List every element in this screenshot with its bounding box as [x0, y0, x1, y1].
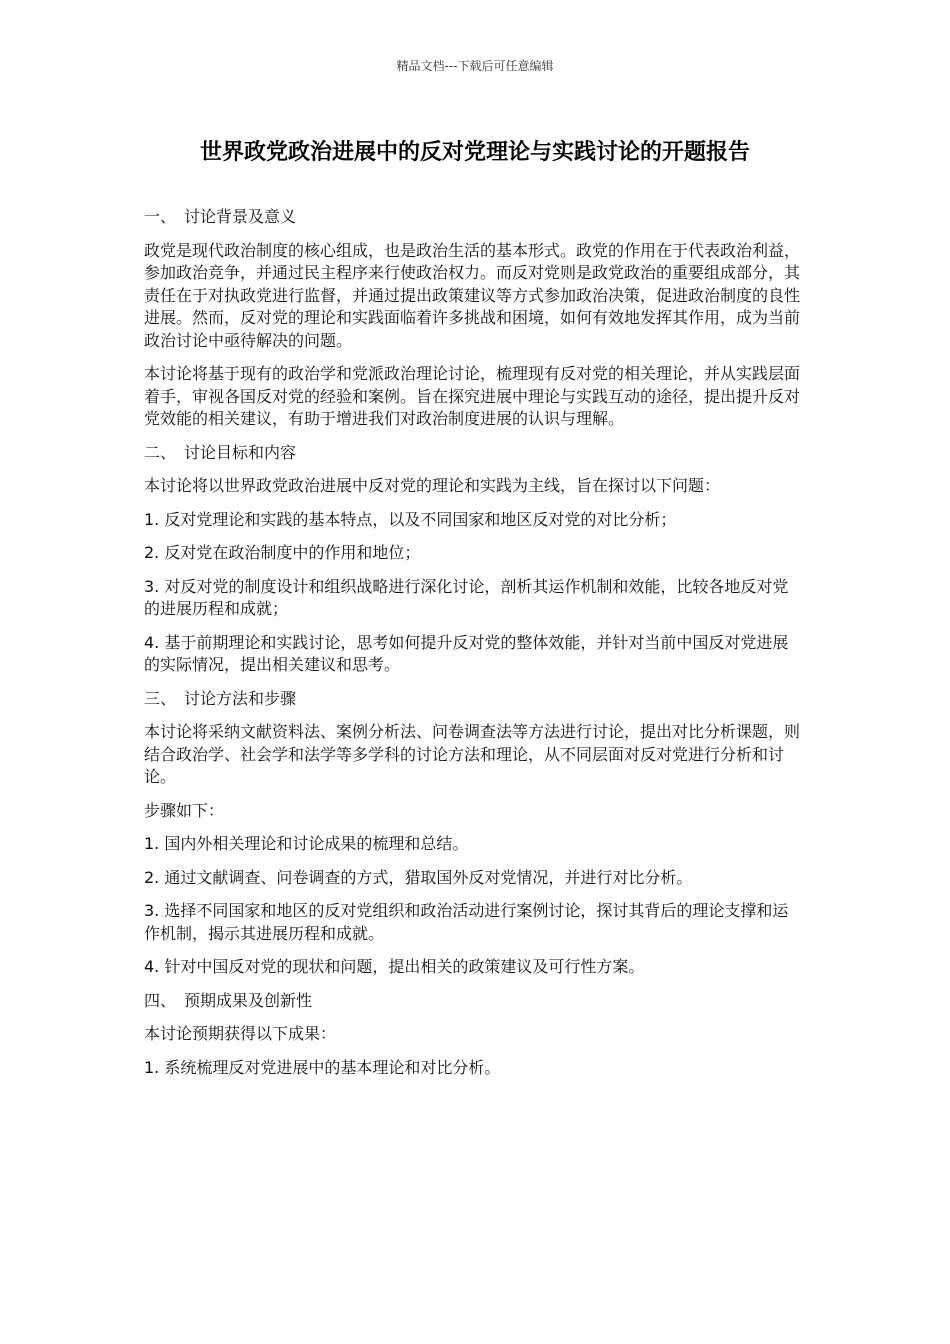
section-title: 预期成果及创新性 — [184, 990, 313, 1010]
list-item: 1. 反对党理论和实践的基本特点，以及不同国家和地区反对党的对比分析； — [144, 509, 677, 529]
section-number: 四、 — [144, 990, 177, 1010]
section-heading-methods — [144, 688, 804, 711]
paragraph: 本讨论将采纳文献资料法、案例分析法、问卷调查法等方法进行讨论，提出对比分析课题，则结合政治学、社会学和法学等多学科的讨论方法和理论，从不同层面对反对党进行分析和讨论。 — [144, 722, 801, 786]
list-item: 4. 针对中国反对党的现状和问题，提出相关的政策建议及可行性方案。 — [144, 957, 645, 976]
header-note: 精品文档---下载后可任意编辑 — [396, 59, 554, 73]
list-item: 1. 系统梳理反对党进展中的基本理论和对比分析。 — [144, 1057, 501, 1077]
paragraph: 本讨论预期获得以下成果： — [144, 1024, 337, 1043]
list-item: 3. 对反对党的制度设计和组织战略进行深化讨论，剖析其运作机制和效能，比较各地反对党的进展历程和成就； — [144, 576, 789, 618]
list-item: 1. 国内外相关理论和讨论成果的梳理和总结。 — [144, 834, 469, 853]
section-heading-background — [144, 206, 804, 229]
paragraph: 政党是现代政治制度的核心组成，也是政治生活的基本形式。政党的作用在于代表政治利益，参加政治竞争，并通过民主程序来行使政治权力。而反对党则是政党政治的重要组成部分，其责任在于对执政党进行监督，并通过提出政策建议等方式参加政治决策，促进政治制度的良性进展。然而，反对党的理论和实践面临着许多挑战和困境，如何有效地发挥其作用，成为当前政治讨论中亟待解决的问题。 — [144, 240, 801, 350]
paragraph: 步骤如下： — [144, 800, 225, 820]
section-number: 一、 — [144, 207, 177, 226]
section-number: 二、 — [144, 442, 177, 462]
document-title: 世界政党政治进展中的反对党理论与实践讨论的开题报告 — [199, 140, 750, 165]
section-heading-outcomes — [144, 990, 804, 1013]
section-heading-goals — [144, 442, 804, 465]
section-title: 讨论背景及意义 — [184, 207, 297, 226]
paragraph: 本讨论将基于现有的政治学和党派政治理论讨论，梳理现有反对党的相关理论，并从实践层面着手，审视各国反对党的经验和案例。旨在探究进展中理论与实践互动的途径，提出提升反对党效能的相关建议，有助于增进我们对政治制度进展的认识与理解。 — [144, 364, 801, 428]
list-item: 3. 选择不同国家和地区的反对党组织和政治活动进行案例讨论，探讨其背后的理论支撑和运作机制，揭示其进展历程和成就。 — [144, 901, 789, 943]
section-number: 三、 — [144, 688, 177, 708]
list-item: 2. 通过文献调查、问卷调查的方式，猎取国外反对党情况，并进行对比分析。 — [144, 867, 693, 887]
document-body — [144, 206, 804, 1090]
section-title: 讨论目标和内容 — [184, 442, 297, 462]
paragraph: 本讨论将以世界政党政治进展中反对党的理论和实践为主线，旨在探讨以下问题： — [144, 476, 721, 495]
section-title: 讨论方法和步骤 — [184, 688, 297, 708]
list-item: 2. 反对党在政治制度中的作用和地位； — [144, 543, 421, 562]
list-item: 4. 基于前期理论和实践讨论，思考如何提升反对党的整体效能，并针对当前中国反对党进展的实际情况，提出相关建议和思考。 — [144, 632, 789, 674]
